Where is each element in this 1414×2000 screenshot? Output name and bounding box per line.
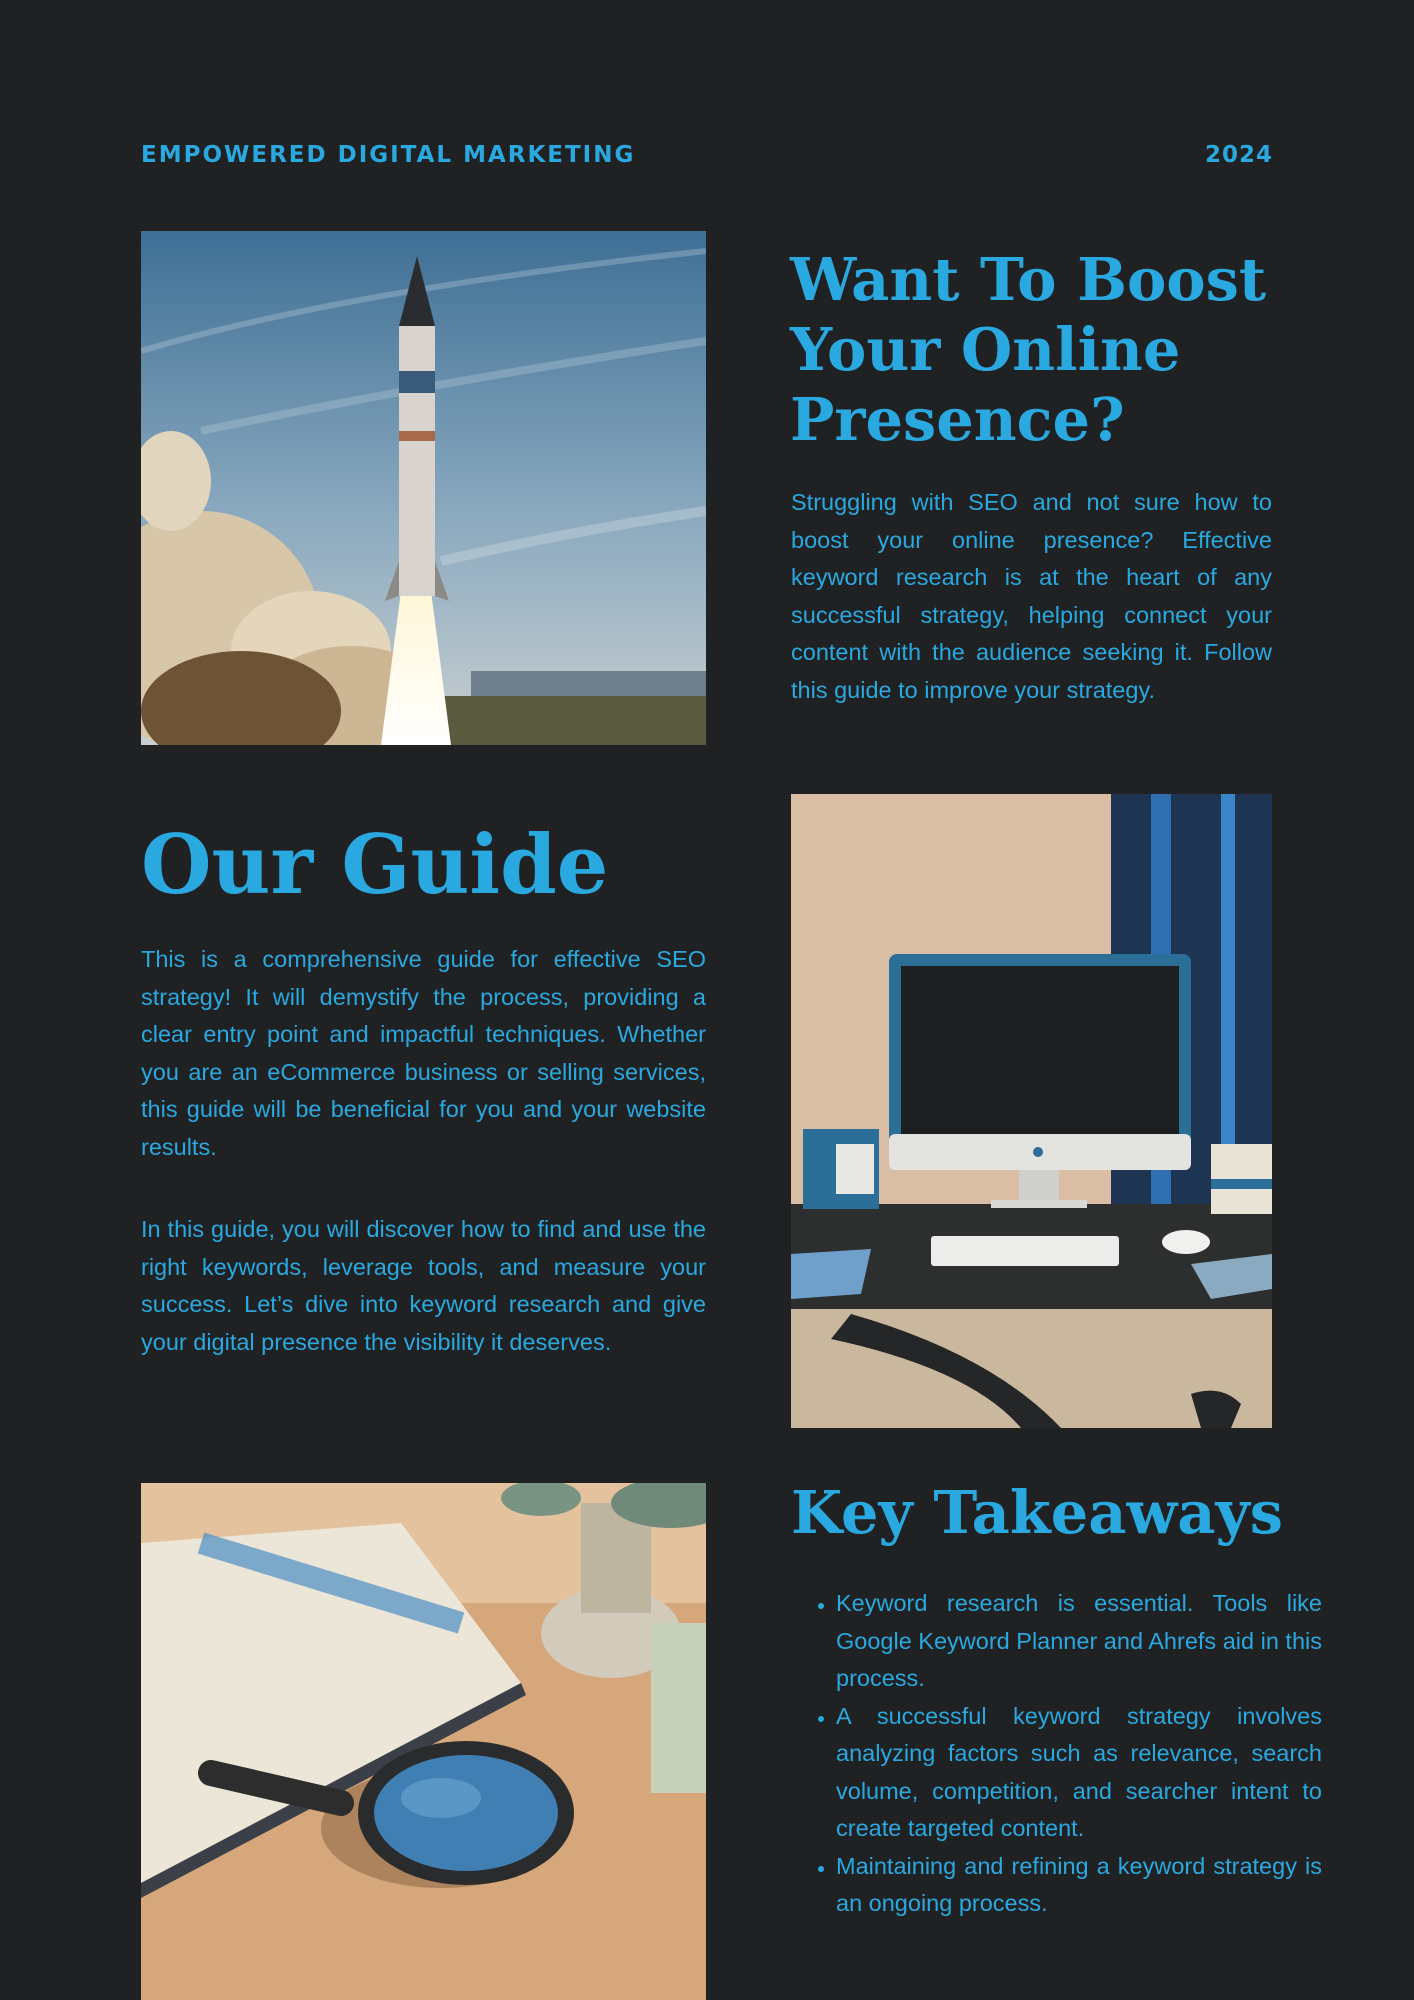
guide-paragraph-1: This is a comprehensive guide for effective SEO strategy! It will demystify the process, providing a clear entry point and impactful techniques. Whether you are an eCommerce business or selling services, this guide will be beneficial for you and your website results. — [141, 946, 706, 1160]
guide-title: Our Guide — [141, 818, 609, 913]
year-label: 2024 — [1204, 142, 1273, 168]
takeaways-title: Key Takeaways — [791, 1478, 1283, 1547]
list-item: • Keyword research is essential. Tools like Google Keyword Planner and Ahrefs aid in this process. — [836, 1585, 1322, 1698]
takeaways-list — [791, 1585, 1322, 1923]
rocket-launch-image — [141, 231, 706, 745]
hero-title: Want To Boost Your Online Presence? — [790, 245, 1267, 454]
list-item: • A successful keyword strategy involves analyzing factors such as relevance, search volume, competition, and searcher intent to create targeted content. — [836, 1698, 1322, 1848]
hero-paragraph: Struggling with SEO and not sure how to boost your online presence? Effective keyword research is at the heart of any successful strategy, helping connect your content with the audience seeking it. Follow this guide to improve your strategy. — [791, 489, 1272, 703]
magnifying-glass-image — [141, 1483, 706, 2000]
guide-paragraph-2: In this guide, you will discover how to find and use the right keywords, leverage tools, and measure your success. Let’s dive into keyword research and give your digital presence the visibility it deserves. — [141, 1216, 706, 1355]
list-item: • Maintaining and refining a keyword strategy is an ongoing process. — [836, 1848, 1322, 1923]
desk-computer-image — [791, 794, 1272, 1428]
brand-name: EMPOWERED DIGITAL MARKETING — [141, 142, 636, 168]
